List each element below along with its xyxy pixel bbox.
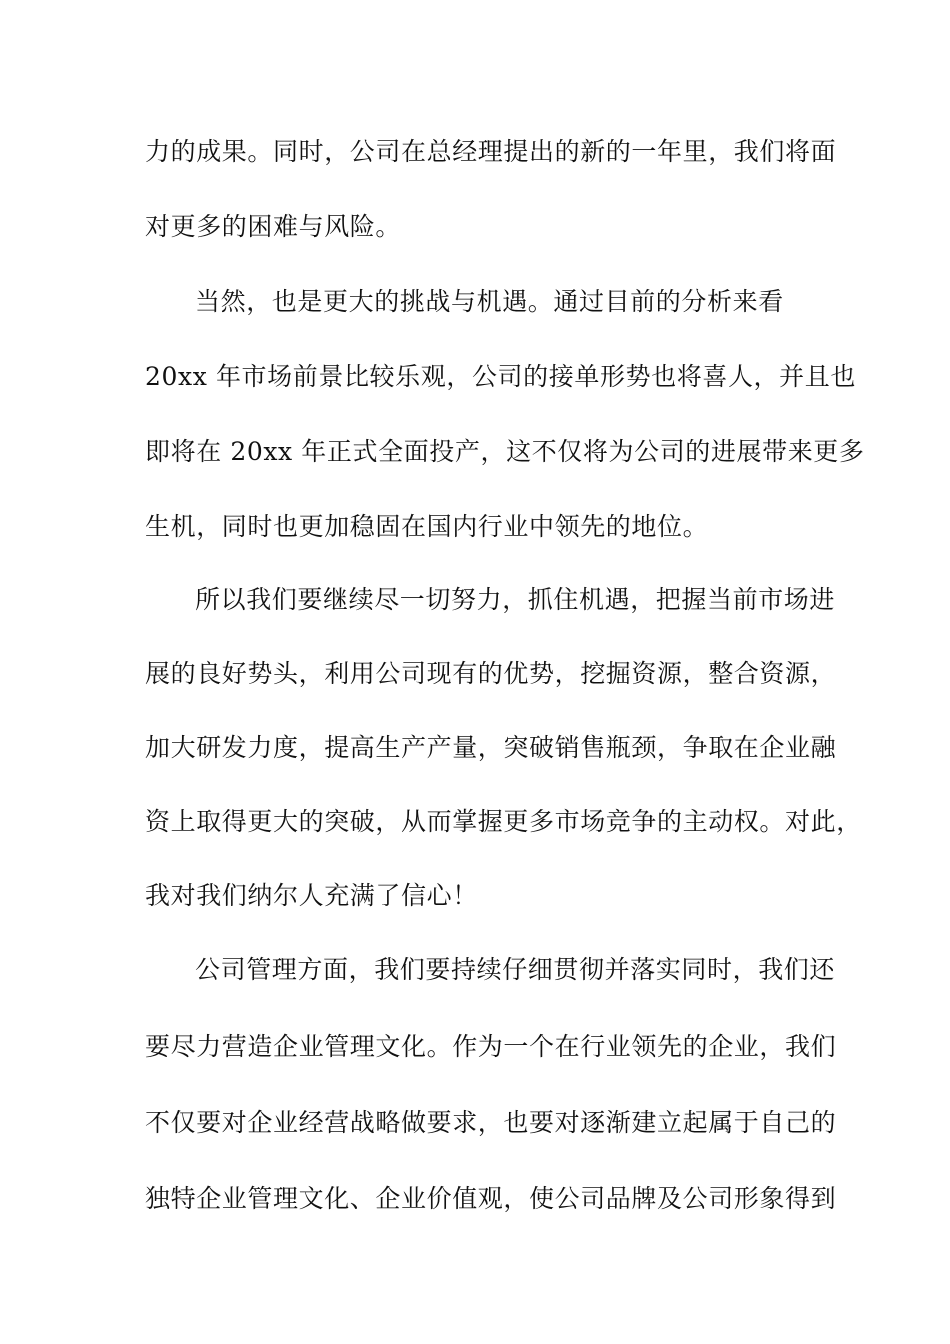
text-line: 独特企业管理文化、企业价值观，使公司品牌及公司形象得到 — [145, 1184, 837, 1213]
text-line: 对更多的困难与风险。 — [145, 212, 402, 241]
paragraph-first-line: 所以我们要继续尽一切努力，抓住机遇，把握当前市场进 — [195, 585, 836, 614]
text-line: 展的良好势头，利用公司现有的优势，挖掘资源，整合资源， — [145, 659, 837, 688]
text-line: 20xx 年市场前景比较乐观，公司的接单形势也将喜人，并且也 — [145, 362, 856, 391]
text-line: 资上取得更大的突破，从而掌握更多市场竞争的主动权。对此， — [145, 807, 862, 836]
paragraph-first-line: 公司管理方面，我们要持续仔细贯彻并落实同时，我们还 — [195, 955, 836, 984]
text-line: 要尽力营造企业管理文化。作为一个在行业领先的企业，我们 — [145, 1032, 837, 1061]
text-line: 加大研发力度，提高生产产量，突破销售瓶颈，争取在企业融 — [145, 733, 837, 762]
text-line: 不仅要对企业经营战略做要求，也要对逐渐建立起属于自己的 — [145, 1108, 837, 1137]
paragraph-first-line: 当然，也是更大的挑战与机遇。通过目前的分析来看 — [195, 287, 784, 316]
text-line: 生机，同时也更加稳固在国内行业中领先的地位。 — [145, 512, 709, 541]
text-line: 即将在 20xx 年正式全面投产，这不仅将为公司的进展带来更多 — [145, 437, 865, 466]
text-line: 我对我们纳尔人充满了信心！ — [145, 881, 478, 910]
text-line: 力的成果。同时，公司在总经理提出的新的一年里，我们将面 — [145, 137, 837, 166]
